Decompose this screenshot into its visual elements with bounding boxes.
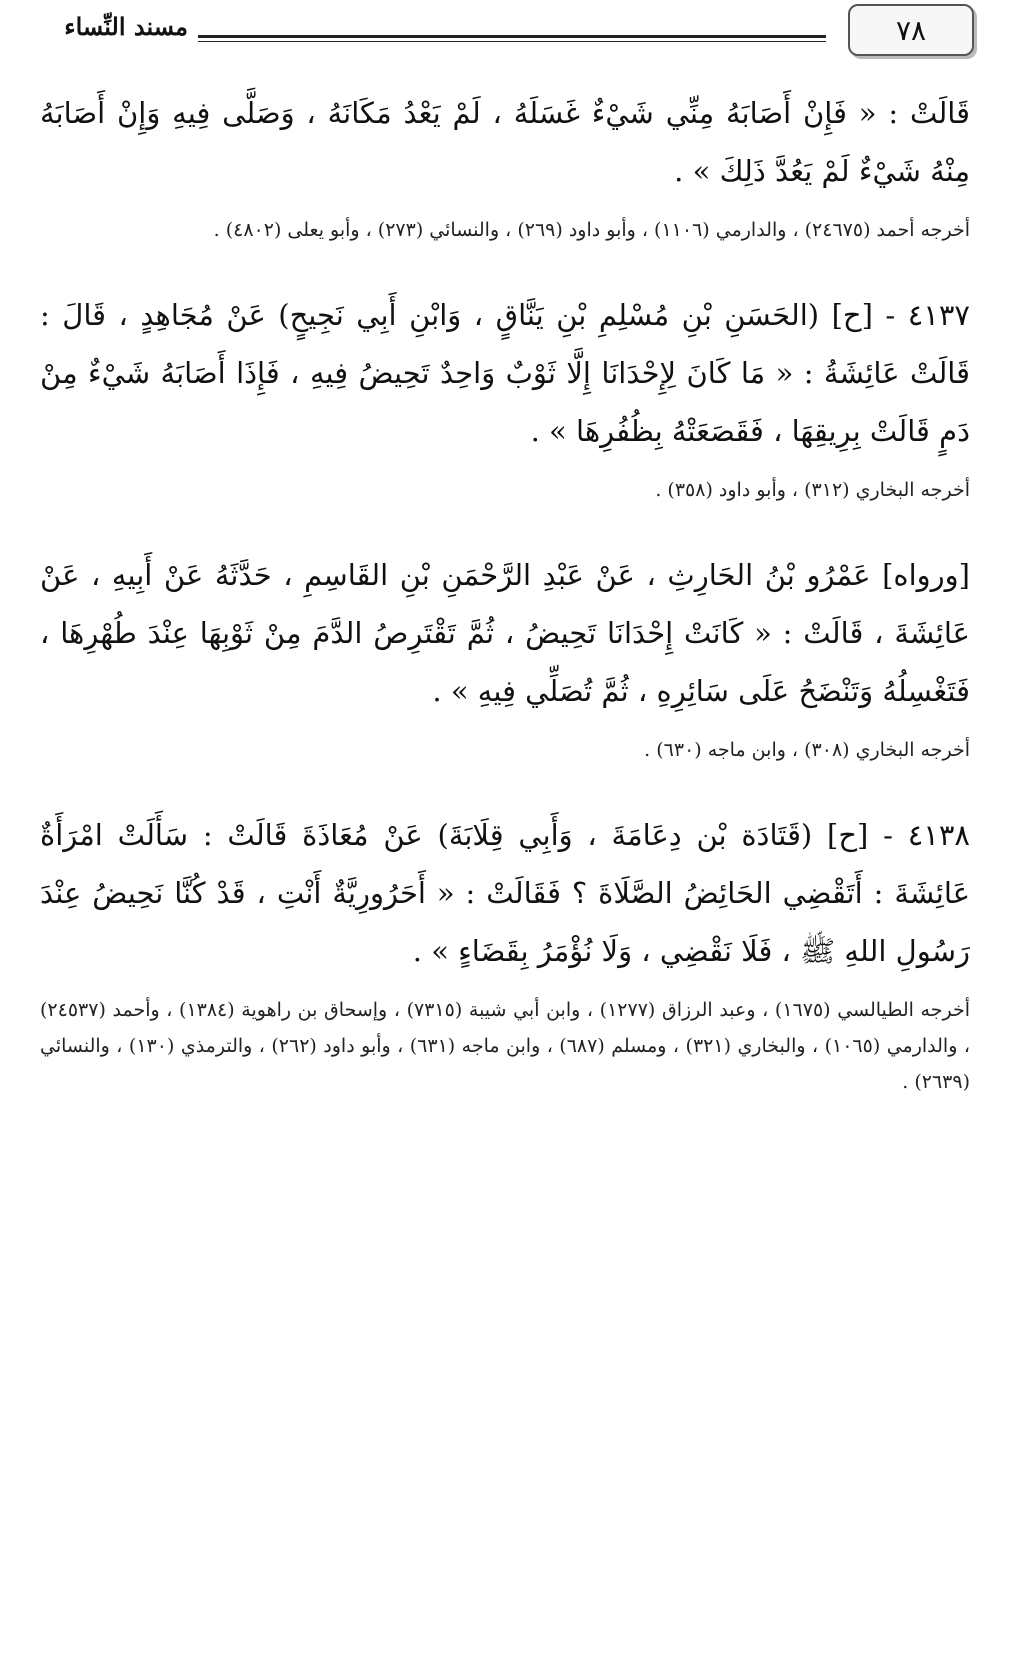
hadith-text: ٤١٣٧ - [ح] (الحَسَنِ بْنِ مُسْلِمِ بْنِ يَنَّاقٍ ، وَابْنِ أَبِي نَجِيحٍ) عَنْ مُجَاهِدٍ ، قَالَ : قَالَتْ عَائِشَةُ : « مَا كَانَ لِإِحْدَانَا إِلَّا ثَوْبٌ وَاحِدٌ تَحِيضُ فِيهِ ، فَإِذَا أَصَابَهُ شَيْءٌ مِنْ دَمٍ قَالَتْ بِرِيقِهَا ، فَقَصَعَتْهُ بِظُفُرِهَا » .: [40, 298, 970, 448]
running-title: مسند النِّساء: [64, 12, 188, 41]
hadith-text: قَالَتْ : « فَإِنْ أَصَابَهُ مِنِّي شَيْءٌ غَسَلَهُ ، لَمْ يَعْدُ مَكَانَهُ ، وَصَلَّى فِيهِ وَإِنْ أَصَابَهُ مِنْهُ شَيْءٌ لَمْ يَعُدَّ ذَلِكَ » .: [40, 96, 970, 188]
header-rule: [198, 35, 826, 38]
hadith-block: [40, 84, 970, 248]
page-header: [0, 0, 1010, 66]
hadith-block: [40, 546, 970, 768]
hadith-block: [40, 806, 970, 1100]
hadith-takhrij: أخرجه البخاري (٣١٢) ، وأبو داود (٣٥٨) .: [655, 479, 970, 501]
hadith-block: [40, 286, 970, 508]
page-number: ٧٨: [895, 13, 927, 47]
hadith-takhrij: أخرجه الطيالسي (١٦٧٥) ، وعبد الرزاق (١٢٧٧) ، وابن أبي شيبة (٧٣١٥) ، وإسحاق بن راهوية (١٣٨٤) ، وأحمد (٢٤٥٣٧) ، والدارمي (١٠٦٥) ، والبخاري (٣٢١) ، ومسلم (٦٨٧) ، وابن ماجه (٦٣١) ، وأبو داود (٢٦٢) ، والترمذي (١٣٠) ، والنسائي (٢٦٣٩) .: [40, 999, 970, 1093]
page-content: [40, 84, 970, 1138]
hadith-text: [ورواه] عَمْرُو بْنُ الحَارِثِ ، عَنْ عَبْدِ الرَّحْمَنِ بْنِ القَاسِمِ ، حَدَّثَهُ عَنْ أَبِيهِ ، عَنْ عَائِشَةَ ، قَالَتْ : « كَانَتْ إِحْدَانَا تَحِيضُ ، ثُمَّ تَقْتَرِصُ الدَّمَ مِنْ ثَوْبِهَا عِنْدَ طُهْرِهَا ، فَتَغْسِلُهُ وَتَنْضَحُ عَلَى سَائِرِهِ ، ثُمَّ تُصَلِّي فِيهِ » .: [40, 558, 970, 708]
page-number-box: [848, 4, 974, 56]
hadith-takhrij: أخرجه أحمد (٢٤٦٧٥) ، والدارمي (١١٠٦) ، وأبو داود (٢٦٩) ، والنسائي (٢٧٣) ، وأبو يعلى (٤٨٠٢) .: [213, 219, 970, 241]
header-rule-thin: [198, 41, 826, 42]
hadith-takhrij: أخرجه البخاري (٣٠٨) ، وابن ماجه (٦٣٠) .: [644, 739, 970, 761]
hadith-text: ٤١٣٨ - [ح] (قَتَادَة بْن دِعَامَةَ ، وَأَبِي قِلَابَةَ) عَنْ مُعَاذَةَ قَالَتْ : سَأَلَتْ امْرَأَةٌ عَائِشَةَ : أَتَقْضِي الحَائِضُ الصَّلَاةَ ؟ فَقَالَتْ : « أَحَرُورِيَّةٌ أَنْتِ ، قَدْ كُنَّا نَحِيضُ عِنْدَ رَسُولِ اللهِ ﷺ ، فَلَا نَقْضِي ، وَلَا نُؤْمَرُ بِقَضَاءٍ » .: [40, 818, 970, 968]
